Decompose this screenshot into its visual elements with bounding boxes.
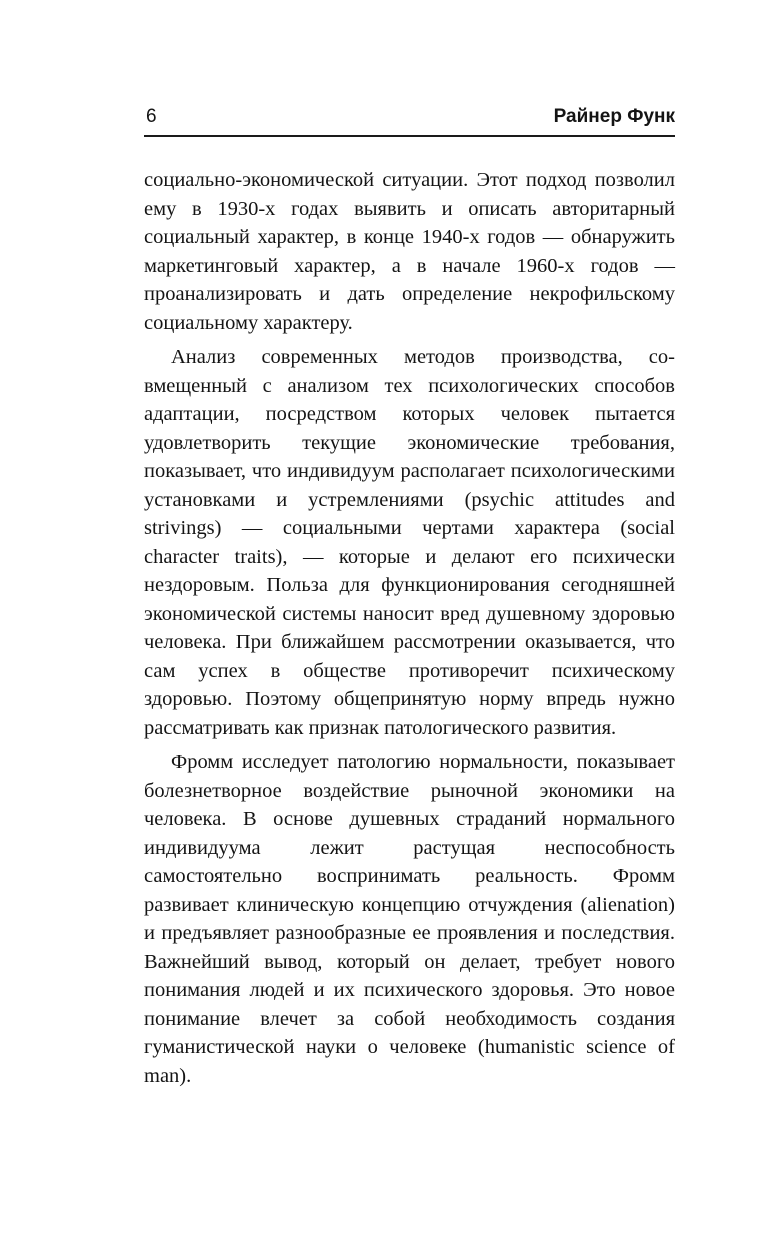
- body-text: [144, 166, 675, 1096]
- running-head: [144, 104, 675, 134]
- page-number: 6: [146, 106, 157, 127]
- paragraph: Анализ современных методов производства, совмещенный с анализом тех психологических способов адаптации, посредством которых человек пытается удовлетворить текущие экономические требования, показывает, что индивидуум располагает психологическими установками и устремлениями (psychic attitudes and strivings) — социальными чертами характера (social character traits), — которые и делают его психически нездоровым. Польза для функционирования сегодняшней экономической системы наносит вред душевному здоровью человека. При ближайшем рассмотрении оказывается, что сам успех в обществе противоречит психическому здоровью. Поэтому общепринятую норму впредь нужно рассматривать как признак патологического развития.: [144, 346, 675, 739]
- paragraph: социально-экономической ситуации. Этот подход позволил ему в 1930-х годах выявить и описать авторитарный социальный характер, в конце 1940-х годов — обнаружить маркетинговый характер, а в начале 1960-х годов — проанализировать и дать определение некрофильскому социальному характеру.: [144, 169, 675, 334]
- header-rule: [144, 135, 675, 137]
- paragraph: Фромм исследует патологию нормальности, показывает болезнетворное воздействие рыночной экономики на человека. В основе душевных страданий нормального индивидуума лежит растущая неспособность самостоятельно воспринимать реальность. Фромм развивает клиническую концепцию отчуждения (alienation) и предъявляет разнообразные ее проявления и последствия. Важнейший вывод, который он делает, требует нового понимания людей и их психического здоровья. Это новое понимание влечет за собой необходимость создания гуманистической науки о человеке (humanistic science of man).: [144, 751, 675, 1087]
- running-head-author: Райнер Функ: [553, 106, 675, 127]
